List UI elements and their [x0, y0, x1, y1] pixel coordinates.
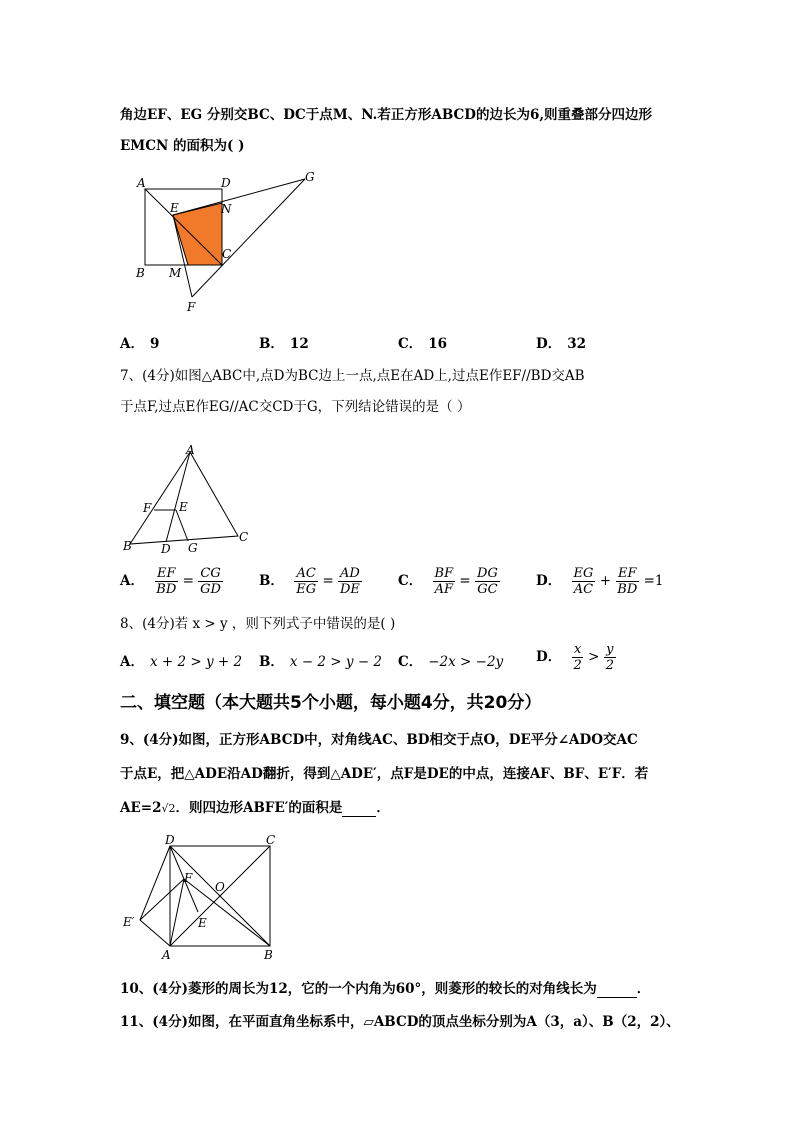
q9-label-o: O [215, 880, 225, 894]
q9-text-line1: 9、(4分)如图，正方形ABCD中，对角线AC、BD相交于点O，DE平分∠ADO交AC [120, 732, 638, 748]
q6-label-c: C [222, 247, 232, 261]
q7-text-line2: 于点F,过点E作EG//AC交CD于G，下列结论错误的是（ ） [120, 399, 471, 415]
q9-label-e: E [198, 916, 207, 930]
q6-label-n: N [221, 202, 232, 216]
q9-label-b: B [264, 948, 273, 962]
q8-option-b[interactable]: B． x − 2 > y − 2 [259, 654, 383, 670]
q9-answer-blank[interactable] [342, 800, 376, 817]
q7-figure [118, 440, 258, 560]
q6-option-b[interactable]: B． 12 [259, 336, 309, 352]
q7-label-g: G [188, 541, 198, 555]
q6-overlap-region [173, 203, 222, 265]
q9-figure [118, 828, 288, 963]
q6-option-a[interactable]: A． 9 [120, 336, 160, 352]
q6-option-c[interactable]: C． 16 [398, 336, 448, 352]
q9-label-c: C [266, 833, 276, 847]
section-heading: 二、填空题（本大题共5个小题，每小题4分，共20分） [120, 693, 542, 713]
q6-label-d: D [221, 176, 231, 190]
q6-option-d[interactable]: D． 32 [536, 336, 587, 352]
q10-text: 10、(4分)菱形的周长为12，它的一个内角为60°，则菱形的较长的对角线长为 ． [120, 981, 651, 997]
q8-text-line1: 8、(4分)若 x > y ，则下列式子中错误的是( ) [120, 616, 396, 632]
q7-label-a: A [186, 443, 195, 457]
q6-label-f: F [187, 300, 196, 314]
q6-text-line2: EMCN 的面积为( ) [120, 138, 245, 154]
q7-label-c: C [239, 530, 249, 544]
q8-option-a[interactable]: A． x + 2 > y + 2 [120, 654, 243, 670]
q7-label-e: E [179, 500, 188, 514]
q6-label-a: A [137, 176, 146, 190]
q9-label-d: D [165, 833, 175, 847]
q9-text-line3: AE=2√2．则四边形ABFE′的面积是 ． [120, 800, 390, 816]
q11-text: 11、(4分)如图，在平面直角坐标系中，▱ABCD的顶点坐标分别为A（3，a）、B（2，2）、 [120, 1014, 680, 1030]
q7-label-d: D [161, 542, 171, 556]
q8-option-c[interactable]: C． −2x > −2y [398, 654, 504, 670]
q9-label-a: A [162, 948, 171, 962]
q9-text-line2: 于点E，把△ADE沿AD翻折，得到△ADE′，点F是DE的中点，连接AF、BF、E′F．若 [120, 766, 649, 782]
q9-label-f: F [184, 871, 193, 885]
q7-text-line1: 7、(4分)如图△ABC中,点D为BC边上一点,点E在AD上,过点E作EF//BD交AB [120, 368, 585, 384]
q7-option-b[interactable]: B． $\frac{AC}{EG}$ = $\frac{AD}{DE}$ [259, 566, 360, 597]
q6-label-m: M [169, 266, 182, 280]
q10-answer-blank[interactable] [597, 981, 637, 998]
q6-label-b: B [136, 266, 145, 280]
q6-text-line1: 角边EF、EG 分别交BC、DC于点M、N.若正方形ABCD的边长为6,则重叠部分四边形 [120, 107, 653, 123]
q6-figure [120, 165, 330, 315]
q7-option-a[interactable]: A． $\frac{EF}{BD}$ = $\frac{CG}{GD}$ [120, 566, 221, 597]
q7-option-c[interactable]: C． $\frac{BF}{AF}$ = $\frac{DG}{GC}$ [398, 566, 498, 597]
q8-option-d[interactable]: D． $\frac{x}{2}$ > $\frac{y}{2}$ [536, 642, 614, 673]
q6-label-e: E [170, 201, 179, 215]
q6-label-g: G [305, 170, 315, 184]
q7-label-f: F [143, 501, 152, 515]
q9-label-e-prime: E′ [123, 915, 135, 929]
q7-label-b: B [123, 539, 132, 553]
q7-option-d[interactable]: D． $\frac{EG}{AC}$ + $\frac{EF}{BD}$ =1 [536, 566, 664, 597]
